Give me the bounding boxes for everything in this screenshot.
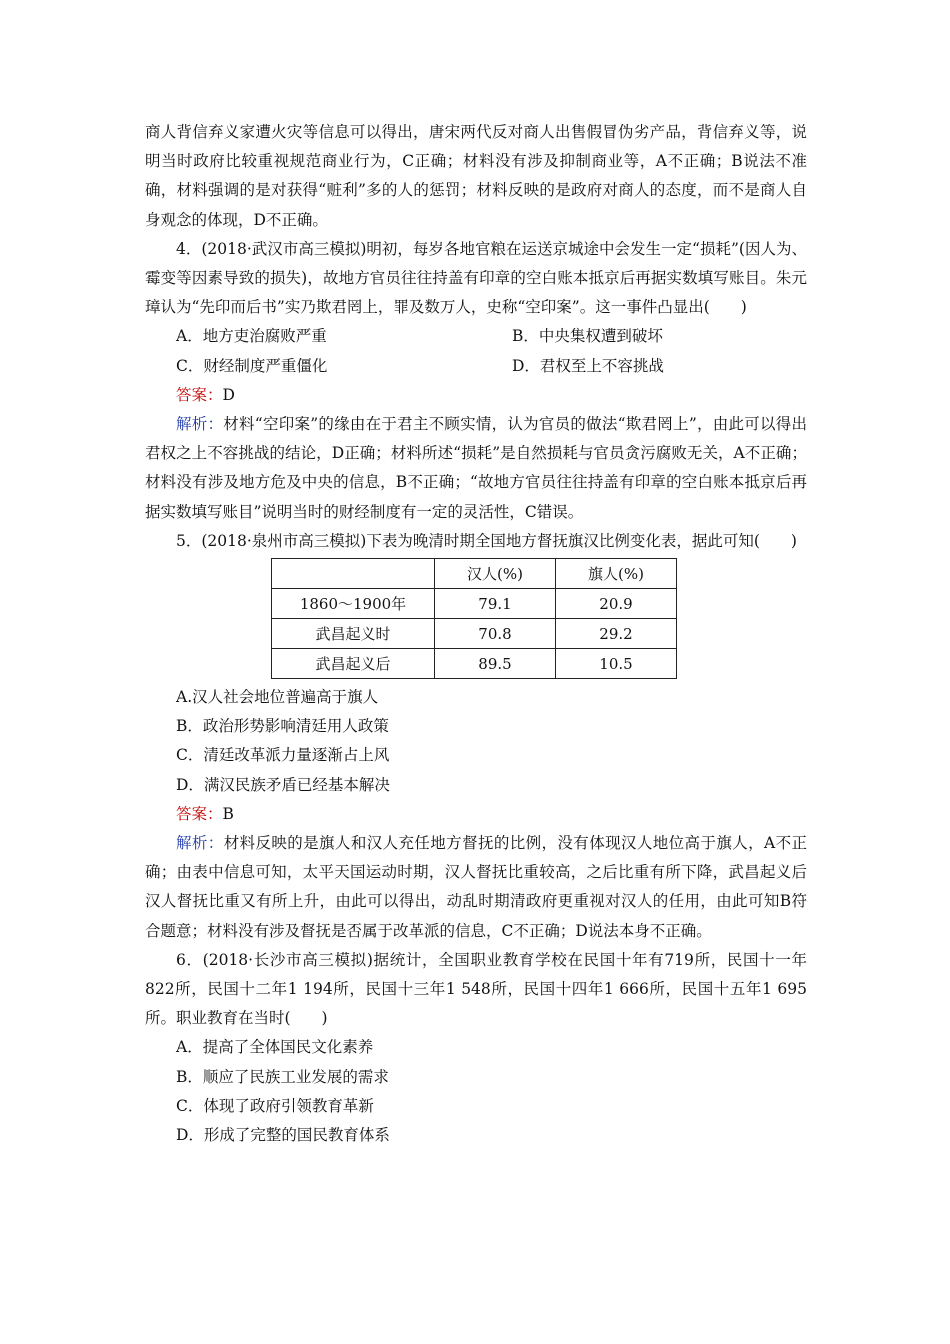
table-cell: 79.1 xyxy=(435,589,556,619)
answer-label: 答案： xyxy=(176,804,223,823)
previous-analysis-continuation: 商人背信弃义家遭火灾等信息可以得出，唐宋两代反对商人出售假冒伪劣产品，背信弃义等，说明当时政府比较重视规范商业行为，C正确；材料没有涉及抑制商业等，A不正确；B说法不准确，材料强调的是对获得“赃利”多的人的惩罚；材料反映的是政府对商人的态度，而不是商人自身观念的体现，D不正确。 xyxy=(145,123,807,229)
question-4-analysis xyxy=(145,410,807,527)
question-4-stem: 4．(2018·武汉市高三模拟)明初，每岁各地官粮在运送京城途中会发生一定“损耗”(因人为、霉变等因素导致的损失)，故地方官员往往持盖有印章的空白账本抵京后再据实数填写账目。朱元璋认为“先印而后书”实乃欺君罔上，罪及数万人，史称“空印案”。这一事件凸显出( ) xyxy=(145,239,807,317)
table-header-row xyxy=(272,559,677,589)
question-6-option-a: A．提高了全体国民文化素养 xyxy=(176,1038,374,1057)
table-row xyxy=(272,619,677,649)
table-cell: 20.9 xyxy=(556,589,677,619)
question-4-option-c: C．财经制度严重僵化 xyxy=(176,356,328,375)
question-6 xyxy=(145,946,807,1150)
analysis-text: 材料反映的是旗人和汉人充任地方督抚的比例，没有体现汉人地位高于旗人，A不正确；由表中信息可知，太平天国运动时期，汉人督抚比重较高，之后比重有所下降，武昌起义后汉人督抚比重又有所上升，由此可以得出，动乱时期清政府更重视对汉人的任用，由此可知B符合题意；材料没有涉及督抚是否属于改革派的信息，C不正确；D说法本身不正确。 xyxy=(145,834,807,940)
question-6-stem: 6．(2018·长沙市高三模拟)据统计，全国职业教育学校在民国十年有719所，民国十一年822所，民国十二年1 194所，民国十三年1 548所，民国十四年1 666所，民国十五年1 695所。职业教育在当时( ) xyxy=(145,950,807,1028)
question-4-option-d: D．君权至上不容挑战 xyxy=(512,356,664,375)
document-page xyxy=(145,118,807,1150)
question-4-options-row-2 xyxy=(145,352,807,381)
table-cell: 10.5 xyxy=(556,649,677,679)
table-header-cell: 旗人(%) xyxy=(556,559,677,589)
table-cell: 89.5 xyxy=(435,649,556,679)
table-cell: 武昌起义后 xyxy=(272,649,435,679)
analysis-label: 解析： xyxy=(176,834,224,853)
table-cell: 1860～1900年 xyxy=(272,589,435,619)
question-5 xyxy=(145,527,807,946)
answer-value: D xyxy=(222,385,235,404)
ratio-table xyxy=(271,558,677,679)
answer-label: 答案： xyxy=(176,385,223,404)
table-row xyxy=(272,589,677,619)
answer-value: B xyxy=(222,804,234,823)
question-4-option-b: B．中央集权遭到破坏 xyxy=(512,327,663,346)
question-5-option-d: D．满汉民族矛盾已经基本解决 xyxy=(176,775,390,794)
question-5-stem: 5．(2018·泉州市高三模拟)下表为晚清时期全国地方督抚旗汉比例变化表，据此可知( ) xyxy=(176,531,797,550)
table-cell: 70.8 xyxy=(435,619,556,649)
question-4-option-a: A．地方吏治腐败严重 xyxy=(176,327,327,346)
question-4 xyxy=(145,235,807,527)
question-4-answer xyxy=(145,381,807,410)
question-5-option-a: A.汉人社会地位普遍高于旗人 xyxy=(176,688,379,707)
table-row xyxy=(272,649,677,679)
question-5-option-b: B．政治形势影响清廷用人政策 xyxy=(176,717,389,736)
table-cell: 29.2 xyxy=(556,619,677,649)
table-header-cell xyxy=(272,559,435,589)
question-5-analysis xyxy=(145,829,807,946)
question-4-options-row-1 xyxy=(145,322,807,351)
table-cell: 武昌起义时 xyxy=(272,619,435,649)
question-5-option-c: C．清廷改革派力量逐渐占上风 xyxy=(176,746,390,765)
question-6-option-d: D．形成了完整的国民教育体系 xyxy=(176,1126,390,1145)
analysis-label: 解析： xyxy=(176,415,224,434)
table-header-cell: 汉人(%) xyxy=(435,559,556,589)
question-5-answer xyxy=(145,800,807,829)
analysis-text: 材料“空印案”的缘由在于君主不顾实情，认为官员的做法“欺君罔上”，由此可以得出君权之上不容挑战的结论，D正确；材料所述“损耗”是自然损耗与官员贪污腐败无关，A不正确；材料没有涉及地方危及中央的信息，B不正确；“故地方官员往往持盖有印章的空白账本抵京后再据实数填写账目”说明当时的财经制度有一定的灵活性，C错误。 xyxy=(145,415,807,521)
question-6-option-c: C．体现了政府引领教育革新 xyxy=(176,1096,374,1115)
question-6-option-b: B．顺应了民族工业发展的需求 xyxy=(176,1067,389,1086)
